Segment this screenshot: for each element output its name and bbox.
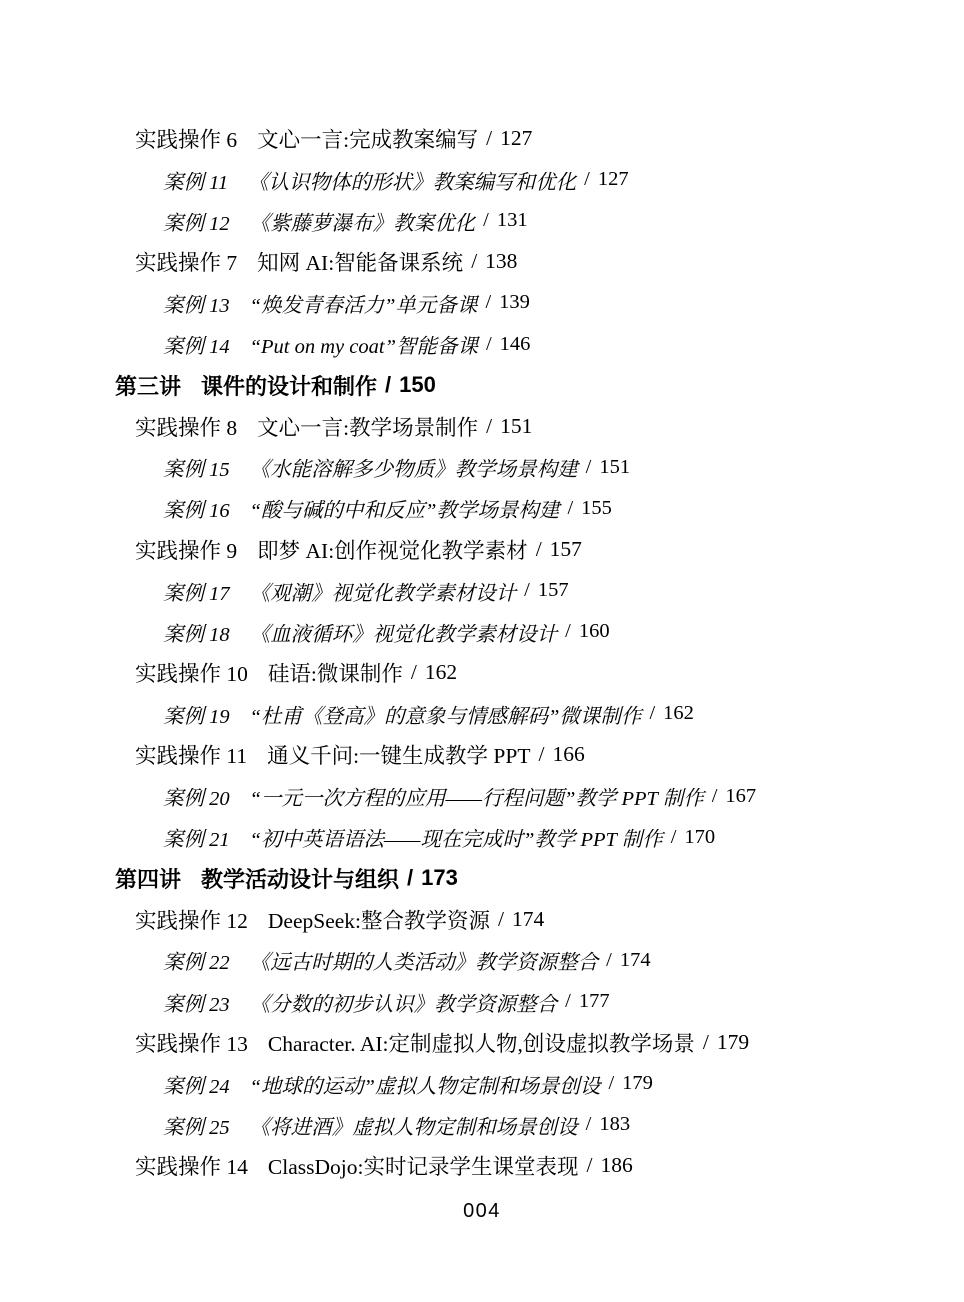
- toc-entry-separator: /: [485, 332, 492, 355]
- toc-entry-separator: /: [585, 1113, 592, 1136]
- toc-entry-label: 实践操作 7: [135, 251, 238, 276]
- toc-entry-label: 实践操作 14: [135, 1155, 248, 1180]
- toc-entry-separator: /: [538, 742, 545, 767]
- toc-entry-page: 174: [619, 948, 651, 971]
- toc-entry-separator: /: [407, 865, 414, 891]
- toc-entry-page: 157: [537, 579, 569, 602]
- toc-entry-title: 《紫藤萝瀑布》教案优化: [249, 212, 476, 235]
- toc-entry-label: 案例 19: [163, 705, 230, 728]
- toc-entry: [115, 899, 924, 940]
- toc-entry-separator: /: [585, 455, 592, 478]
- toc-entry-label: 实践操作 6: [135, 128, 238, 153]
- toc-entry: [115, 611, 924, 652]
- toc-entry-label: 第三讲: [115, 373, 182, 399]
- toc-entry-title: 《水能溶解多少物质》教学场景构建: [249, 459, 578, 482]
- toc-entry-page: 174: [512, 906, 545, 931]
- toc-entry-page: 183: [599, 1113, 631, 1136]
- toc-entry-label: 案例 15: [163, 459, 230, 482]
- toc-entry-separator: /: [702, 1030, 709, 1055]
- toc-entry: [115, 570, 924, 611]
- toc-entry: [115, 693, 924, 734]
- toc-entry-label: 案例 13: [163, 294, 230, 317]
- toc-entry-page: 162: [424, 660, 458, 685]
- toc-entry-page: 170: [684, 825, 716, 848]
- toc-entry: [115, 159, 924, 200]
- toc-entry-page: 186: [600, 1153, 633, 1178]
- toc-entry-label: 案例 18: [163, 623, 230, 646]
- toc-entry-separator: /: [385, 372, 392, 398]
- toc-entry-title: 即梦 AI:创作视觉化教学素材: [257, 538, 528, 563]
- toc-entry-title: ClassDojo:实时记录学生课堂表现: [267, 1155, 579, 1180]
- toc-entry-separator: /: [486, 413, 493, 438]
- toc-entry-separator: /: [586, 1153, 593, 1178]
- toc-entry-title: 通义千问:一键生成教学 PPT: [267, 744, 531, 769]
- toc-entry: [115, 652, 924, 693]
- toc-entry-page: 127: [500, 126, 533, 151]
- toc-entry-title: “焕发青春活力”单元备课: [249, 294, 478, 317]
- toc-entry: [115, 406, 924, 447]
- toc-entry-page: 151: [599, 455, 631, 478]
- toc-entry-title: 《观潮》视觉化教学素材设计: [249, 582, 517, 605]
- toc-entry: [115, 776, 924, 817]
- toc-entry-separator: /: [498, 906, 505, 931]
- toc-entry-page: 127: [597, 168, 629, 191]
- toc-entry-page: 139: [499, 291, 530, 314]
- toc-entry: [115, 323, 924, 364]
- toc-entry: [115, 817, 924, 858]
- toc-entry-page: 179: [716, 1030, 750, 1055]
- toc-entry: [115, 488, 924, 529]
- toc-entry-title: “初中英语语法——现在完成时”教学 PPT 制作: [249, 829, 663, 852]
- toc-entry-separator: /: [485, 291, 492, 314]
- toc-entry-separator: /: [606, 948, 612, 971]
- toc-entry-title: 《将进酒》虚拟人物定制和场景创设: [249, 1116, 578, 1139]
- toc-entry: [115, 734, 924, 775]
- toc-entry-title: 《血液循环》视觉化教学素材设计: [249, 623, 558, 646]
- toc-entry-label: 案例 22: [163, 952, 230, 975]
- toc-entry-label: 案例 25: [163, 1116, 230, 1139]
- toc-entry-page: 150: [399, 372, 436, 398]
- toc-entry: [115, 447, 924, 488]
- toc-entry-title: “地球的运动”虚拟人物定制和场景创设: [249, 1075, 601, 1098]
- toc-entry-title: 文心一言:教学场景制作: [257, 415, 479, 440]
- toc-entry-label: 案例 24: [163, 1075, 230, 1098]
- toc-entry-label: 案例 17: [163, 582, 230, 605]
- toc-entry-separator: /: [565, 990, 571, 1013]
- toc-entry-title: 硅语:微课制作: [267, 662, 403, 687]
- toc-entry: [115, 365, 924, 406]
- toc-entry-separator: /: [649, 702, 656, 725]
- toc-entry-title: “一元一次方程的应用——行程问题”教学 PPT 制作: [249, 788, 704, 811]
- toc-entry-title: 《远古时期的人类活动》教学资源整合: [249, 952, 599, 975]
- toc-entry-page: 162: [663, 702, 694, 725]
- toc-entry: [115, 241, 924, 282]
- toc-entry: [115, 118, 924, 159]
- toc-entry-page: 160: [578, 620, 610, 643]
- toc-entry-separator: /: [483, 209, 489, 232]
- toc-entry-title: DeepSeek:整合教学资源: [267, 908, 491, 933]
- toc-entry-label: 实践操作 13: [135, 1032, 248, 1057]
- toc-entry-page: 138: [485, 249, 518, 274]
- toc-entry-title: 《认识物体的形状》教案编写和优化: [248, 171, 577, 194]
- toc-entry-title: “酸与碱的中和反应”教学场景构建: [249, 500, 560, 523]
- toc-entry-separator: /: [410, 660, 417, 685]
- toc-entry-separator: /: [567, 496, 574, 519]
- toc-entry-page: 157: [549, 536, 582, 561]
- toc-entry: [115, 529, 924, 570]
- toc-entry-separator: /: [711, 784, 718, 807]
- toc-entry: [115, 282, 924, 323]
- toc-list: [115, 118, 924, 1186]
- toc-entry-page: 155: [581, 496, 612, 519]
- toc-entry-page: 173: [421, 865, 458, 891]
- toc-entry-title: 知网 AI:智能备课系统: [257, 251, 464, 276]
- toc-entry-page: 177: [578, 990, 610, 1013]
- toc-entry: [115, 1063, 924, 1104]
- toc-entry-page: 179: [622, 1072, 653, 1095]
- toc-entry-title: 教学活动设计与组织: [201, 866, 400, 892]
- toc-entry: [115, 1104, 924, 1145]
- toc-entry-label: 案例 21: [163, 829, 230, 852]
- toc-entry-page: 167: [725, 784, 757, 807]
- toc-entry-label: 第四讲: [115, 866, 182, 892]
- toc-entry-title: 文心一言:完成教案编写: [257, 128, 479, 153]
- toc-entry-label: 案例 14: [163, 336, 230, 359]
- toc-entry-separator: /: [524, 579, 530, 602]
- toc-entry: [115, 200, 924, 241]
- toc-entry-separator: /: [608, 1072, 615, 1095]
- toc-entry-title: “Put on my coat”智能备课: [249, 336, 478, 359]
- toc-entry-page: 151: [500, 413, 533, 438]
- toc-entry-label: 实践操作 8: [135, 415, 238, 440]
- toc-entry-separator: /: [670, 825, 677, 848]
- toc-entry-label: 实践操作 10: [135, 662, 248, 687]
- toc-entry-label: 案例 11: [163, 171, 229, 194]
- toc-entry: [115, 940, 924, 981]
- toc-entry-label: 实践操作 12: [135, 908, 248, 933]
- page-number: 004: [463, 1200, 501, 1222]
- toc-entry-title: “杜甫《登高》的意象与情感解码”微课制作: [249, 705, 642, 728]
- toc-entry-separator: /: [565, 620, 571, 643]
- toc-entry-separator: /: [471, 249, 478, 274]
- toc-entry-label: 案例 12: [163, 212, 230, 235]
- toc-entry-page: 166: [552, 742, 585, 767]
- toc-entry-label: 案例 16: [163, 500, 230, 523]
- toc-entry-page: 146: [499, 332, 531, 355]
- toc-entry: [115, 1022, 924, 1063]
- toc-entry-label: 案例 23: [163, 993, 230, 1016]
- toc-entry: [115, 1145, 924, 1186]
- toc-entry: [115, 858, 924, 899]
- toc-entry-page: 131: [496, 209, 528, 232]
- toc-entry-label: 实践操作 9: [135, 538, 238, 563]
- toc-entry-separator: /: [535, 536, 542, 561]
- toc-entry-label: 实践操作 11: [135, 744, 248, 769]
- toc-entry-separator: /: [486, 126, 493, 151]
- toc-entry-separator: /: [584, 168, 590, 191]
- toc-entry-label: 案例 20: [163, 788, 230, 811]
- toc-entry: [115, 981, 924, 1022]
- toc-entry-title: 课件的设计和制作: [201, 373, 378, 399]
- toc-entry-title: Character. AI:定制虚拟人物,创设虚拟教学场景: [267, 1032, 695, 1057]
- toc-entry-title: 《分数的初步认识》教学资源整合: [249, 993, 558, 1016]
